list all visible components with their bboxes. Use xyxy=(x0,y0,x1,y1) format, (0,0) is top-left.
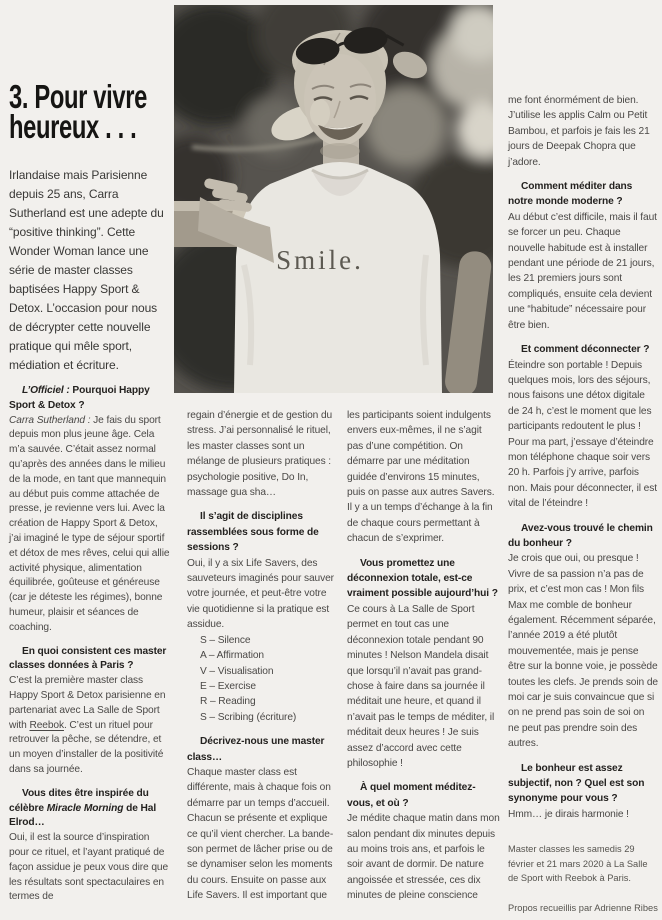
question: Le bonheur est assez subjectif, non ? Quel est son synonyme pour vous ? xyxy=(508,762,645,805)
answer-1: Carra Sutherland : Je fais du sport depuis mon plus jeune âge. Cela m’a sauvée. C’était assez normal qu’après des années dans le milieu de la mode, en tant que mannequin au début puis comme attachée de presse, je revienne vers lui. Avec la création de Happy Sport & Detox, j’ai imaginé le type de séjour sportif et détox de mes rêves, celui qui allie activité physique, alimentation équilibrée, goûteuse et généreuse (car je déteste les régimes), bonne humeur, plaisir et séances de coaching. xyxy=(9,414,170,633)
saver-item: S – Scribing (écriture) xyxy=(200,711,297,723)
question: Comment méditer dans notre monde moderne ? xyxy=(508,181,633,208)
answer-3: Oui, il est la source d’inspiration pour ce rituel, et l’ayant pratiqué de façon assidue je peux vous dire que les résultats sont spectaculaires en termes de xyxy=(9,832,169,903)
question-1: L’Officiel : Pourquoi Happy Sport & Detox ? xyxy=(9,385,150,411)
question: À quel moment méditez-vous, et où ? xyxy=(347,782,476,809)
answer: Au début c’est difficile, mais il faut se forcer un peu. Chaque nouvelle habitude est à installer pendant une période de 21 jours, les 21 premiers jours sont compliqués, ensuite cela devient une “habitude” nécessaire pour être bien. xyxy=(508,211,657,331)
answer: Ce cours à La Salle de Sport permet en tout cas une déconnexion totale pendant 90 minutes ! Nelson Mandela disait que lorsqu’il n’avait pas grand-chose à faire dans sa journée il méditait une heure, et quand il n’avait pas le temps de méditer, il méditait deux heures ! Je suis assez d’accord avec cette philosophie ! xyxy=(347,603,495,769)
answer: Éteindre son portable ! Depuis quelques mois, lors des séjours, nous faisons une détox digitale de 24 h, c’est le moment que les participants redoutent le plus ! Pour ma part, j’essaye d’éteindre mon téléphone chaque soir vers 20 h. Parfois j’y arrive, parfois non. Mais pour déconnecter, il est vital de l’éteindre ! xyxy=(508,359,657,510)
page-title: 3. Pour vivre heureux . . . xyxy=(9,78,147,145)
saver-item: R – Reading xyxy=(200,696,256,708)
photo-illustration xyxy=(174,5,493,393)
author-credit: Propos recueillis par Adrienne Ribes xyxy=(508,902,658,913)
answer-continued: me font énormément de bien. J’utilise les applis Calm ou Petit Bambou, et parfois je fais les 21 jours de Deepak Chopra que j’adore. xyxy=(508,95,650,168)
column-4 xyxy=(508,93,658,915)
answer: Chaque master class est différente, mais à chaque fois on démarre par un temps d’accueil. Chacun se présente et explique ce qu’il vient chercher. La bande-son permet de lâcher prise ou de se dynamiser selon les moments du cours. Ensuite on passe aux Life Savers. Il est important que xyxy=(187,766,334,902)
question: Avez-vous trouvé le chemin du bonheur ? xyxy=(508,522,653,549)
interviewee-label: Carra Sutherland : xyxy=(9,414,91,426)
magazine-label: L’Officiel : xyxy=(22,385,70,396)
savers-list xyxy=(187,633,339,725)
question: Il s’agit de disciplines rassemblées sous forme de sessions ? xyxy=(187,511,319,554)
answer-2: C’est la première master class Happy Sport & Detox parisienne en partenariat avec La Salle de Sport with Reebok. C’est un rituel pour retrouver la pêche, se détendre, et un moyen d’installer de la positivité dans sa journée. xyxy=(9,675,166,775)
column-2 xyxy=(187,408,339,904)
question: Décrivez-nous une master class… xyxy=(187,736,325,763)
column-3 xyxy=(347,408,500,904)
answer-continued: les participants soient indulgents envers eux-mêmes, il ne s’agit pas d’une compétition. On démarre par une méditation guidée d’environs 15 minutes, puis on passe aux autres Savers. Il y a un temps d’échange à la fin de chaque cours permettant à chacun de s’exprimer. xyxy=(347,410,495,545)
question-2: En quoi consistent ces master classes données à Paris ? xyxy=(9,645,167,672)
article-photo xyxy=(174,5,493,393)
answer: Je crois que oui, ou presque ! Vivre de sa passion n’a pas de prix, et c’est mon cas ! Mon fils Max me comble de bonheur également. Récemment séparée, l’année 2019 a été plutôt mouvementée, mais je pense être sur la bonne voie, je possède toutes les clefs. Je prends soin de moi car je suis convaincue que si on ne prend pas soin de soi on ne peut pas prendre soin des autres. xyxy=(508,553,658,750)
answer: Oui, il y a six Life Savers, des sauveteurs imaginés pour sauver votre journée, et peut-être votre vie quotidienne si la pratique est assidue. xyxy=(187,557,334,631)
article-intro: Irlandaise mais Parisienne depuis 25 ans, Carra Sutherland est une adepte du “positive thinking”. Cette Wonder Woman lance une série de master classes baptisées Happy Sport & Detox. L’occasion pour nous de décrypter cette nouvelle pratique qui mêle sport, médiation et écriture. xyxy=(9,168,164,372)
saver-item: V – Visualisation xyxy=(200,665,274,677)
answer-continued: regain d’énergie et de gestion du stress. J’ai personnalisé le rituel, les master classes sont un mélange de plusieurs pratiques : psychologie positive, Do In, massage gua sha… xyxy=(187,410,333,499)
column-1 xyxy=(9,78,171,905)
shirt-text: Smile. xyxy=(276,245,364,275)
saver-item: S – Silence xyxy=(200,634,251,646)
question: Et comment déconnecter ? xyxy=(521,344,650,356)
answer: Hmm… je dirais harmonie ! xyxy=(508,808,629,820)
saver-item: E – Exercise xyxy=(200,680,256,692)
book-title: Miracle Morning xyxy=(46,802,124,814)
answer: Je médite chaque matin dans mon salon pendant dix minutes depuis au moins trois ans, et parfois le soir avant de dormir. De nature angoissée et stressée, ces dix minutes de pleine conscience xyxy=(347,813,500,902)
question-3: Vous dites être inspirée du célèbre Miracle Morning de Hal Elrod… xyxy=(9,787,157,829)
reebok-underlined: Reebok xyxy=(29,719,64,731)
event-note: Master classes les samedis 29 février et 21 mars 2020 à La Salle de Sport with Reebok à Paris. xyxy=(508,844,648,884)
question: Vous promettez une déconnexion totale, est-ce vraiment possible aujourd’hui ? xyxy=(347,557,498,600)
saver-item: A – Affirmation xyxy=(200,650,265,662)
